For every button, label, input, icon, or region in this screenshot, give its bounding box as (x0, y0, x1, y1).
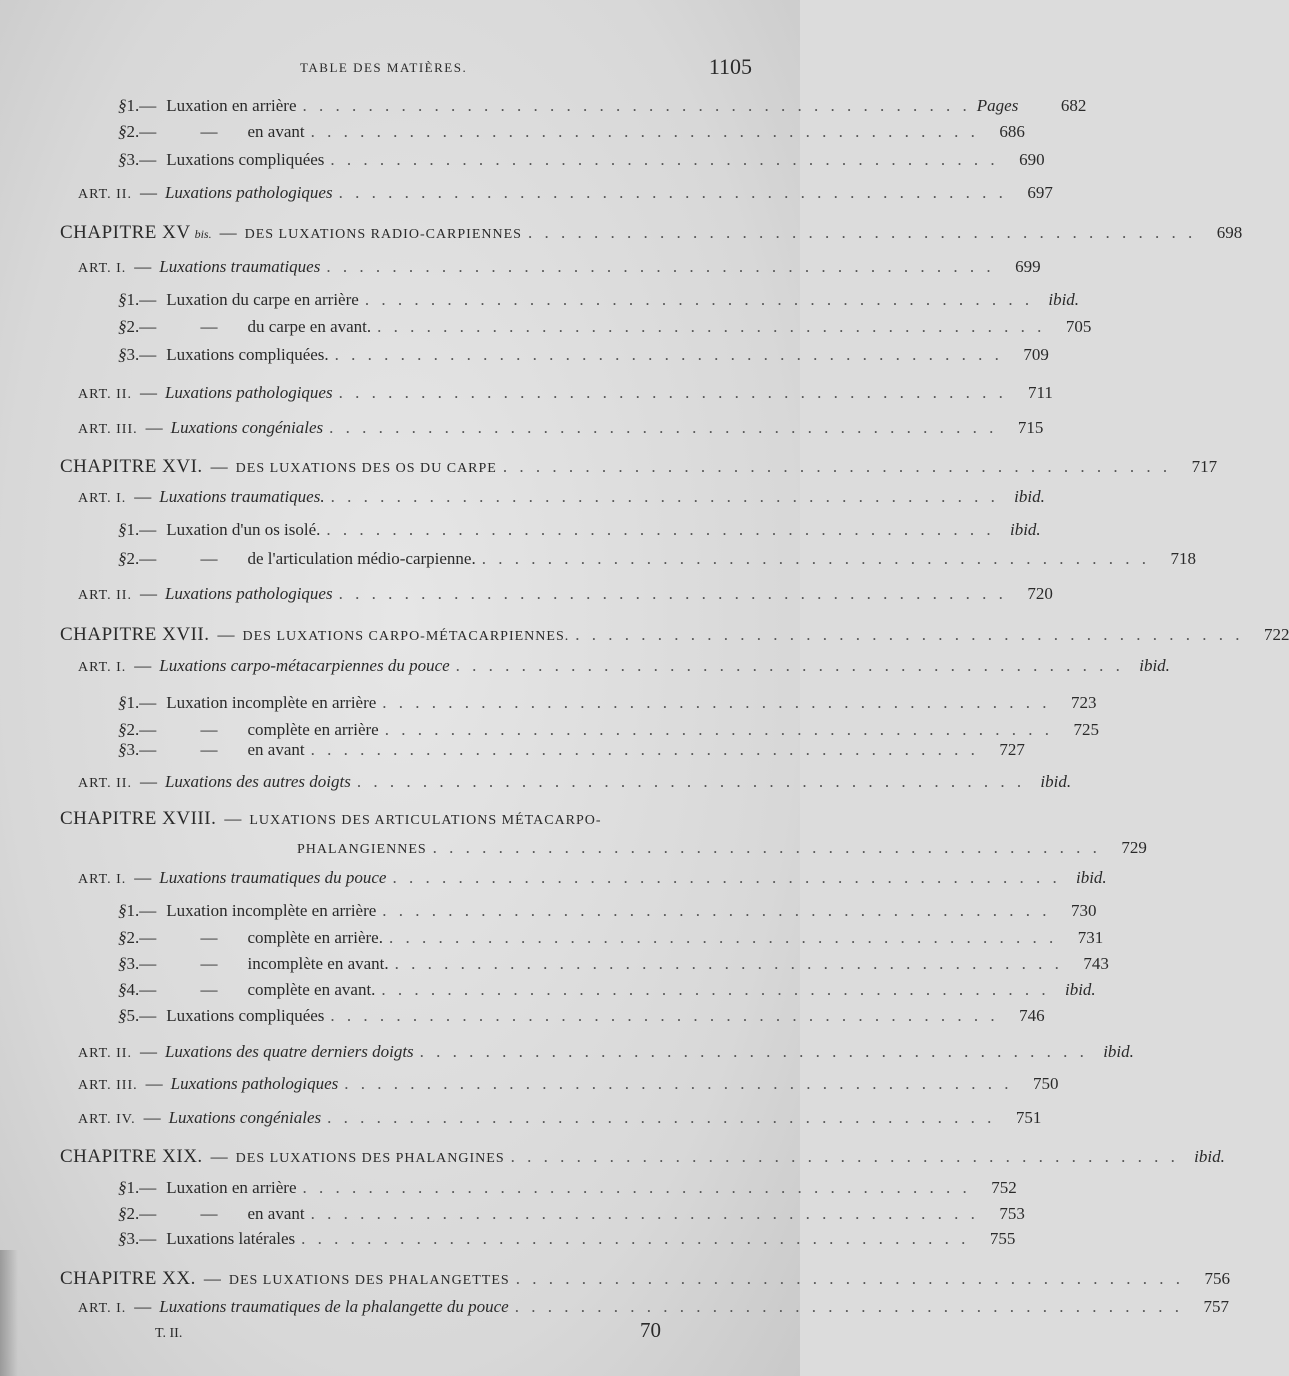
ditto-dash: — — (139, 549, 238, 568)
section-number: 3. (126, 1229, 140, 1248)
section-entry (118, 740, 1025, 760)
article-entry (78, 1297, 1229, 1317)
article-label: ART. II. (78, 1046, 132, 1061)
dot-leader: . . . . . . . . . . . . . . . . . . . . . . . . . . . . . . . . . . . . . . . . . (384, 720, 1053, 739)
dash: — (134, 257, 152, 276)
article-entry (78, 1042, 1134, 1062)
dot-leader: . . . . . . . . . . . . . . . . . . . . . . . . . . . . . . . . . . . . . . . . . (338, 584, 1007, 603)
page-reference: 699 (1015, 257, 1041, 276)
section-mark: § (118, 720, 127, 739)
page-reference: 718 (1170, 549, 1196, 568)
dot-leader: . . . . . . . . . . . . . . . . . . . . . . . . . . . . . . . . . . . . . . . . . (381, 980, 1050, 999)
page-reference: ibid. (1064, 980, 1096, 999)
entry-title: Luxation en arrière (166, 1178, 297, 1197)
page-reference: 753 (999, 1204, 1025, 1223)
article-label: ART. IV. (78, 1112, 136, 1127)
ditto-dash: — — (139, 1204, 238, 1223)
dash: — (134, 487, 152, 506)
dot-leader: . . . . . . . . . . . . . . . . . . . . . . . . . . . . . . . . . . . . . . . . . (302, 96, 971, 115)
dash: — (210, 1147, 228, 1166)
dot-leader: . . . . . . . . . . . . . . . . . . . . . . . . . . . . . . . . . . . . . . . . . (326, 257, 995, 276)
entry-title: complète en avant. (247, 980, 376, 999)
sheet-number: 70 (640, 1318, 661, 1342)
dot-leader: . . . . . . . . . . . . . . . . . . . . . . . . . . . . . . . . . . . . . . . . . (330, 487, 999, 506)
dot-leader: . . . . . . . . . . . . . . . . . . . . . . . . . . . . . . . . . . . . . . . . . (377, 317, 1046, 336)
section-entry (118, 980, 1096, 1000)
page-reference: ibid. (1040, 772, 1072, 791)
page-reference: ibid. (1048, 290, 1080, 309)
dot-leader: . . . . . . . . . . . . . . . . . . . . . . . . . . . . . . . . . . . . . . . . . (455, 656, 1124, 675)
page-reference: ibid. (1194, 1147, 1225, 1166)
page-reference: 715 (1017, 418, 1044, 437)
binding-shadow (0, 1250, 18, 1376)
dot-leader: . . . . . . . . . . . . . . . . . . . . . . . . . . . . . . . . . . . . . . . . . (388, 928, 1058, 947)
page-reference: 697 (1027, 183, 1053, 202)
entry-title: complète en arrière. (247, 928, 383, 947)
ditto-dash: — — (139, 928, 238, 947)
dot-leader: . . . . . . . . . . . . . . . . . . . . . . . . . . . . . . . . . . . . . . . . . (481, 549, 1150, 568)
page-reference: ibid. (1139, 656, 1170, 675)
dash: — (143, 1108, 161, 1127)
article-entry (78, 584, 1053, 604)
page-reference: ibid. (1075, 868, 1107, 887)
section-entry (118, 1178, 1017, 1198)
entry-title: Luxations traumatiques. (159, 487, 325, 506)
entry-title: du carpe en avant. (247, 317, 372, 336)
page-reference: 698 (1216, 223, 1243, 242)
section-entry (118, 549, 1196, 569)
section-mark: § (118, 1204, 127, 1223)
page-reference: 686 (999, 122, 1025, 141)
section-entry (118, 150, 1045, 170)
dash: — (224, 809, 242, 828)
dot-leader: . . . . . . . . . . . . . . . . . . . . . . . . . . . . . . . . . . . . . . . . . (329, 418, 998, 437)
entry-title: Luxations pathologiques (164, 183, 333, 202)
section-number: 1. (126, 693, 140, 712)
chapter-label: CHAPITRE XIX. (60, 1146, 203, 1167)
entry-title: Luxations pathologiques (164, 383, 333, 402)
entry-title: en avant (247, 1204, 305, 1223)
ditto-dash: — (139, 901, 157, 920)
section-entry (118, 954, 1109, 974)
dot-leader: . . . . . . . . . . . . . . . . . . . . . . . . . . . . . . . . . . . . . . . . . (326, 520, 995, 539)
section-number: 2. (126, 928, 140, 947)
dot-leader: . . . . . . . . . . . . . . . . . . . . . . . . . . . . . . . . . . . . . . . . . (419, 1042, 1088, 1061)
page-number: 1105 (708, 54, 752, 79)
dot-leader: . . . . . . . . . . . . . . . . . . . . . . . . . . . . . . . . . . . . . . . . . (338, 383, 1007, 402)
dot-leader: . . . . . . . . . . . . . . . . . . . . . . . . . . . . . . . . . . . . . . . . . (432, 838, 1101, 857)
dot-leader: . . . . . . . . . . . . . . . . . . . . . . . . . . . . . . . . . . . . . . . . . (334, 345, 1003, 364)
ditto-dash: — (139, 345, 157, 364)
section-mark: § (118, 740, 127, 759)
section-mark: § (118, 96, 127, 115)
chapter-entry (60, 1268, 1230, 1290)
section-number: 5. (126, 1006, 140, 1025)
ditto-dash: — (139, 290, 157, 309)
dot-leader: . . . . . . . . . . . . . . . . . . . . . . . . . . . . . . . . . . . . . . . . . (356, 772, 1026, 791)
chapter-label: CHAPITRE XVIII. (60, 808, 217, 829)
dot-leader: . . . . . . . . . . . . . . . . . . . . . . . . . . . . . . . . . . . . . . . . . (302, 1178, 971, 1197)
page-reference: 746 (1019, 1006, 1045, 1025)
entry-title: DES LUXATIONS RADIO-CARPIENNES (244, 227, 522, 242)
chapter-entry (60, 624, 1289, 646)
article-label: ART. I. (78, 491, 127, 506)
section-entry (118, 901, 1097, 921)
page-reference: 722 (1263, 625, 1289, 644)
article-label: ART. I. (78, 872, 127, 887)
dot-leader: . . . . . . . . . . . . . . . . . . . . . . . . . . . . . . . . . . . . . . . . . (310, 1204, 979, 1223)
dot-leader: . . . . . . . . . . . . . . . . . . . . . . . . . . . . . . . . . . . . . . . . . (330, 1006, 999, 1025)
dash: — (134, 868, 152, 887)
section-mark: § (118, 290, 127, 309)
article-entry (78, 418, 1044, 438)
chapter-entry (60, 222, 1243, 244)
section-entry (118, 1006, 1045, 1026)
section-mark: § (118, 1006, 127, 1025)
dot-leader: . . . . . . . . . . . . . . . . . . . . . . . . . . . . . . . . . . . . . . . . . (330, 150, 999, 169)
page-reference: 682 (1060, 96, 1087, 115)
dot-leader: . . . . . . . . . . . . . . . . . . . . . . . . . . . . . . . . . . . . . . . . . (364, 290, 1034, 309)
page-reference: ibid. (1103, 1042, 1134, 1061)
entry-title: Luxations traumatiques du pouce (159, 868, 387, 887)
page-reference: 725 (1073, 720, 1099, 739)
section-mark: § (118, 317, 127, 336)
dot-leader: . . . . . . . . . . . . . . . . . . . . . . . . . . . . . . . . . . . . . . . . . (502, 457, 1172, 476)
entry-title: Luxations compliquées (166, 150, 325, 169)
dot-leader: . . . . . . . . . . . . . . . . . . . . . . . . . . . . . . . . . . . . . . . . . (382, 693, 1051, 712)
section-mark: § (118, 928, 127, 947)
chapter-entry (60, 808, 752, 830)
dot-leader: . . . . . . . . . . . . . . . . . . . . . . . . . . . . . . . . . . . . . . . . . (510, 1147, 1179, 1166)
chapter-bis: bis. (194, 227, 212, 241)
dot-leader: . . . . . . . . . . . . . . . . . . . . . . . . . . . . . . . . . . . . . . . . . (344, 1074, 1013, 1093)
section-entry (118, 520, 1041, 540)
entry-title: en avant (247, 122, 305, 141)
dash: — (219, 223, 237, 242)
ditto-dash: — — (139, 740, 238, 759)
dot-leader: . . . . . . . . . . . . . . . . . . . . . . . . . . . . . . . . . . . . . . . . . (338, 183, 1007, 202)
section-mark: § (118, 150, 127, 169)
dot-leader: . . . . . . . . . . . . . . . . . . . . . . . . . . . . . . . . . . . . . . . . . (392, 868, 1061, 887)
signature-mark: T. II. (155, 1326, 183, 1341)
entry-title: DES LUXATIONS CARPO-MÉTACARPIENNES. (242, 629, 570, 644)
ditto-dash: — — (139, 720, 238, 739)
ditto-dash: — (139, 96, 157, 115)
article-entry (78, 656, 1170, 676)
dash: — (210, 457, 228, 476)
ditto-dash: — — (139, 317, 238, 336)
entry-title: Luxation incomplète en arrière (166, 901, 377, 920)
page-reference: 729 (1121, 838, 1147, 857)
page-reference: ibid. (1014, 487, 1045, 506)
section-entry (118, 317, 1092, 337)
entry-title: Luxations compliquées (166, 1006, 325, 1025)
chapter-label: CHAPITRE XX. (60, 1268, 196, 1289)
entry-title: en avant (247, 740, 305, 759)
entry-title: Luxations congéniales (170, 418, 324, 437)
section-mark: § (118, 954, 127, 973)
article-label: ART. II. (78, 776, 132, 791)
dash: — (145, 418, 163, 437)
article-label: ART. II. (78, 387, 132, 402)
entry-title: Luxation du carpe en arrière (166, 290, 359, 309)
entry-title: DES LUXATIONS DES PHALANGINES (235, 1151, 505, 1166)
entry-title: Luxations traumatiques de la phalangette du pouce (159, 1297, 509, 1316)
page-reference: 717 (1191, 457, 1218, 476)
section-entry (118, 96, 1087, 116)
section-entry (118, 693, 1097, 713)
dash: — (145, 1074, 163, 1093)
section-number: 1. (126, 290, 140, 309)
entry-title: complète en arrière (247, 720, 379, 739)
ditto-dash: — — (139, 122, 238, 141)
dash: — (203, 1269, 221, 1288)
ditto-dash: — — (139, 980, 238, 999)
dot-leader: . . . . . . . . . . . . . . . . . . . . . . . . . . . . . . . . . . . . . . . . . (527, 223, 1197, 242)
article-label: ART. I. (78, 261, 127, 276)
entry-title: incomplète en avant. (247, 954, 389, 973)
page-reference: 690 (1019, 150, 1045, 169)
article-entry (78, 383, 1053, 403)
section-number: 3. (126, 954, 140, 973)
page-reference: 752 (991, 1178, 1017, 1197)
ditto-dash: — (139, 150, 157, 169)
section-number: 3. (126, 740, 140, 759)
page-reference: 711 (1027, 383, 1053, 402)
page-reference: 757 (1203, 1297, 1229, 1316)
entry-title: LUXATIONS DES ARTICULATIONS MÉTACARPO- (249, 813, 602, 828)
article-entry (78, 1074, 1059, 1094)
section-number: 1. (126, 520, 140, 539)
section-number: 1. (126, 1178, 140, 1197)
section-number: 1. (126, 901, 140, 920)
entry-title: Luxations carpo-métacarpiennes du pouce (159, 656, 450, 675)
dash: — (134, 656, 152, 675)
section-mark: § (118, 549, 127, 568)
page-reference: 750 (1033, 1074, 1059, 1093)
running-title: TABLE DES MATIÈRES. (300, 60, 468, 75)
ditto-dash: — (139, 520, 157, 539)
ditto-dash: — — (139, 954, 238, 973)
section-number: 3. (126, 150, 140, 169)
pages-label: Pages (976, 96, 1019, 115)
dot-leader: . . . . . . . . . . . . . . . . . . . . . . . . . . . . . . . . . . . . . . . . . (575, 625, 1244, 644)
entry-title: Luxation incomplète en arrière (166, 693, 377, 712)
article-label: ART. I. (78, 1301, 127, 1316)
chapter-continuation (297, 838, 1147, 858)
entry-title: Luxations pathologiques (170, 1074, 339, 1093)
chapter-label: CHAPITRE XVI. (60, 456, 203, 477)
page-reference: 705 (1065, 317, 1092, 336)
section-mark: § (118, 1229, 127, 1248)
section-number: 2. (126, 720, 140, 739)
dot-leader: . . . . . . . . . . . . . . . . . . . . . . . . . . . . . . . . . . . . . . . . . (394, 954, 1063, 973)
section-entry (118, 290, 1080, 310)
ditto-dash: — (139, 1178, 157, 1197)
section-entry (118, 1229, 1016, 1249)
entry-title: Luxations traumatiques (159, 257, 321, 276)
ditto-dash: — (139, 693, 157, 712)
dot-leader: . . . . . . . . . . . . . . . . . . . . . . . . . . . . . . . . . . . . . . . . . (310, 122, 979, 141)
section-entry (118, 345, 1049, 365)
page-reference: 751 (1015, 1108, 1042, 1127)
section-mark: § (118, 1178, 127, 1197)
page-reference: 723 (1071, 693, 1097, 712)
dash: — (139, 1042, 157, 1061)
page-reference: 755 (989, 1229, 1016, 1248)
article-entry (78, 1108, 1042, 1128)
article-label: ART. II. (78, 588, 132, 603)
chapter-label: CHAPITRE XV (60, 222, 191, 243)
dot-leader: . . . . . . . . . . . . . . . . . . . . . . . . . . . . . . . . . . . . . . . . . (301, 1229, 970, 1248)
entry-title: DES LUXATIONS DES OS DU CARPE (235, 461, 497, 476)
section-mark: § (118, 693, 127, 712)
ditto-dash: — (139, 1229, 157, 1248)
article-entry (78, 772, 1072, 792)
section-number: 3. (126, 345, 140, 364)
section-number: 1. (126, 96, 140, 115)
section-entry (118, 122, 1025, 142)
section-mark: § (118, 901, 127, 920)
section-entry (118, 720, 1099, 740)
section-number: 2. (126, 122, 140, 141)
page-reference: 756 (1204, 1269, 1230, 1288)
entry-title: Luxation en arrière (166, 96, 297, 115)
entry-title: Luxations latérales (166, 1229, 296, 1248)
dash: — (139, 772, 157, 791)
page-reference: 731 (1077, 928, 1104, 947)
entry-title: Luxations des quatre derniers doigts (164, 1042, 414, 1061)
dot-leader: . . . . . . . . . . . . . . . . . . . . . . . . . . . . . . . . . . . . . . . . . (514, 1297, 1183, 1316)
section-number: 2. (126, 1204, 140, 1223)
dash: — (134, 1297, 152, 1316)
section-entry (118, 1204, 1025, 1224)
dash: — (217, 625, 235, 644)
dash: — (139, 584, 157, 603)
page-reference: 727 (999, 740, 1025, 759)
chapter-label: CHAPITRE XVII. (60, 624, 210, 645)
article-entry (78, 487, 1045, 507)
page-reference: 730 (1071, 901, 1097, 920)
section-number: 2. (126, 549, 140, 568)
section-number: 4. (126, 980, 140, 999)
article-entry (78, 257, 1041, 277)
section-entry (118, 928, 1104, 948)
page-reference: 743 (1083, 954, 1109, 973)
page-reference: ibid. (1009, 520, 1041, 539)
dot-leader: . . . . . . . . . . . . . . . . . . . . . . . . . . . . . . . . . . . . . . . . . (310, 740, 979, 759)
entry-title: Luxation d'un os isolé. (166, 520, 321, 539)
page-reference: 709 (1023, 345, 1049, 364)
dot-leader: . . . . . . . . . . . . . . . . . . . . . . . . . . . . . . . . . . . . . . . . . (515, 1269, 1184, 1288)
section-mark: § (118, 980, 127, 999)
page-reference: 720 (1027, 584, 1053, 603)
section-number: 2. (126, 317, 140, 336)
article-label: ART. II. (78, 187, 132, 202)
article-entry (78, 183, 1053, 203)
dot-leader: . . . . . . . . . . . . . . . . . . . . . . . . . . . . . . . . . . . . . . . . . (327, 1108, 996, 1127)
entry-title: Luxations compliquées. (166, 345, 329, 364)
entry-title: Luxations congéniales (168, 1108, 322, 1127)
entry-title: Luxations pathologiques (164, 584, 333, 603)
section-mark: § (118, 520, 127, 539)
dot-leader: . . . . . . . . . . . . . . . . . . . . . . . . . . . . . . . . . . . . . . . . . (382, 901, 1051, 920)
dash: — (139, 383, 157, 402)
chapter-entry (60, 1146, 1225, 1168)
chapter-entry (60, 456, 1218, 478)
entry-title: Luxations des autres doigts (164, 772, 351, 791)
article-entry (78, 868, 1107, 888)
section-mark: § (118, 122, 127, 141)
section-mark: § (118, 345, 127, 364)
ditto-dash: — (139, 1006, 157, 1025)
article-label: ART. I. (78, 660, 127, 675)
dash: — (139, 183, 157, 202)
article-label: ART. III. (78, 422, 138, 437)
entry-title: DES LUXATIONS DES PHALANGETTES (228, 1273, 510, 1288)
entry-title: de l'articulation médio-carpienne. (247, 549, 476, 568)
entry-title: PHALANGIENNES (297, 842, 427, 857)
article-label: ART. III. (78, 1078, 138, 1093)
